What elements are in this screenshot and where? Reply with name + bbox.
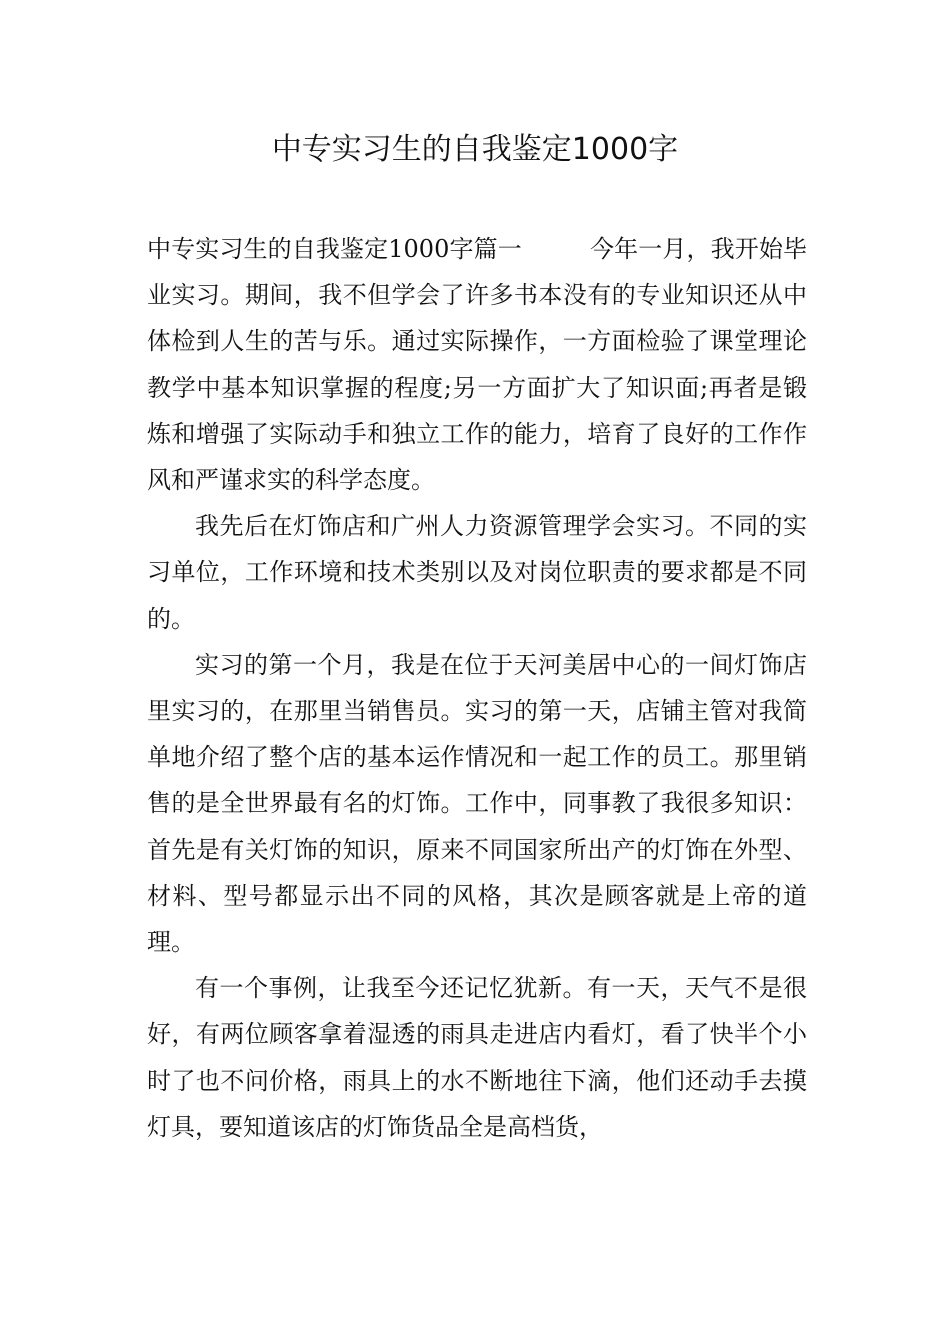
paragraph-3: 实习的第一个月，我是在位于天河美居中心的一间灯饰店里实习的，在那里当销售员。实习的第一天，店铺主管对我简单地介绍了整个店的基本运作情况和一起工作的员工。那里销售的是全世界最有名的灯饰。工作中，同事教了我很多知识：首先是有关灯饰的知识，原来不同国家所出产的灯饰在外型、材料、型号都显示出不同的风格，其次是顾客就是上帝的道理。 [147,650,807,957]
section-heading: 中专实习生的自我鉴定1000字篇一 [147,235,522,263]
document-body [147,226,807,1150]
paragraph-1 [147,226,807,503]
paragraph-4: 有一个事例，让我至今还记忆犹新。有一天，天气不是很好，有两位顾客拿着湿透的雨具走进店内看灯，看了快半个小时了也不问价格，雨具上的水不断地往下滴，他们还动手去摸灯具，要知道该店的灯饰货品全是高档货， [147,974,807,1141]
document-title: 中专实习生的自我鉴定1000字 [271,132,679,167]
paragraph-2: 我先后在灯饰店和广州人力资源管理学会实习。不同的实习单位，工作环境和技术类别以及对岗位职责的要求都是不同的。 [147,512,807,633]
paragraph-1-text: 今年一月，我开始毕业实习。期间，我不但学会了许多书本没有的专业知识还从中体检到人生的苦与乐。通过实际操作，一方面检验了课堂理论教学中基本知识掌握的程度;另一方面扩大了知识面;再者是锻炼和增强了实际动手和独立工作的能力，培育了良好的工作作风和严谨求实的科学态度。 [147,235,808,495]
